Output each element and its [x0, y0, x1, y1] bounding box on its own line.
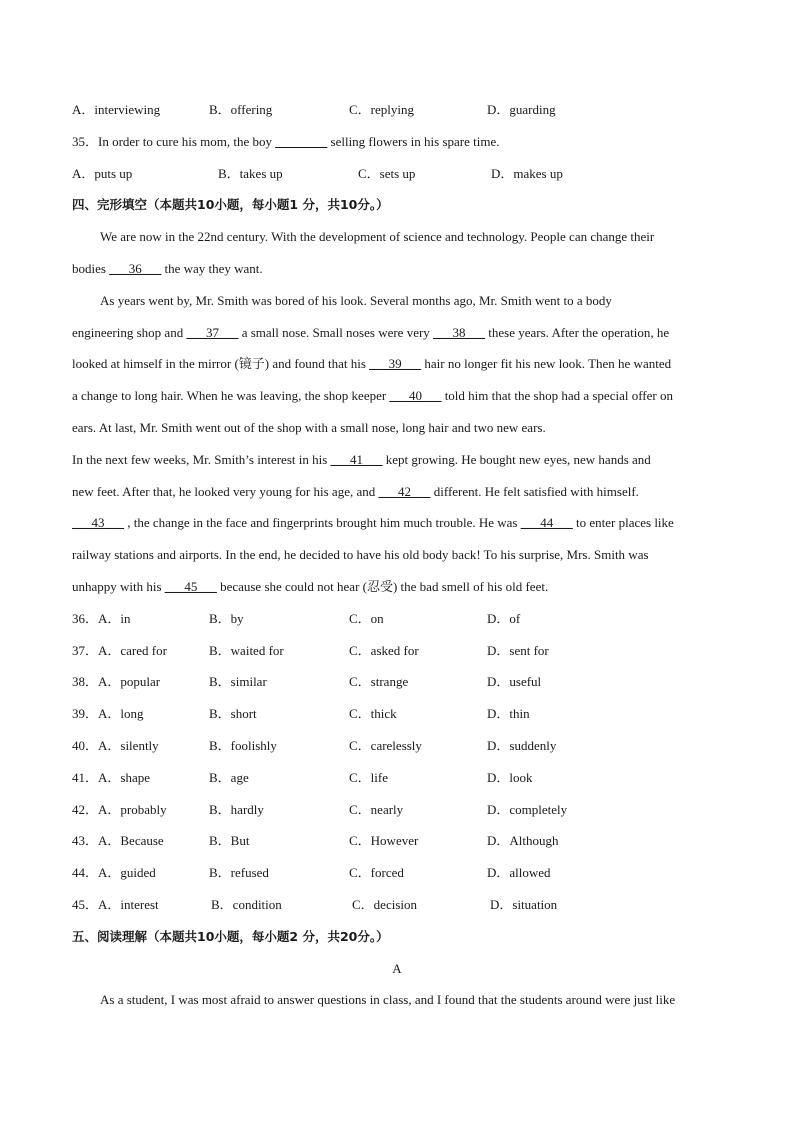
option-b: B．condition: [211, 896, 282, 912]
blank-45: ___45___: [164, 578, 217, 594]
option-d: D．look: [487, 769, 533, 785]
option-b: B．short: [209, 706, 257, 722]
blank-38: ___38___: [433, 324, 486, 340]
option-d: D．guarding: [487, 102, 556, 117]
option-b: B．foolishly: [209, 737, 277, 753]
passage-line: bodies ___36___ the way they want.: [72, 260, 263, 276]
option-a: 42．A．probably: [72, 801, 167, 817]
passage-line: As years went by, Mr. Smith was bored of his look. Several months ago, Mr. Smith went to a body: [100, 292, 612, 308]
option-b: B．similar: [209, 674, 267, 690]
passage-line: In the next few weeks, Mr. Smith’s interest in his ___41___ kept growing. He bought new eyes, new hands and: [72, 451, 651, 467]
option-b: B．But: [209, 833, 250, 849]
question-options: [72, 889, 722, 921]
option-b: B．age: [209, 769, 249, 785]
section-5-heading: 五、阅读理解（本题共10小题，每小题2 分，共20分。）: [72, 928, 389, 944]
passage-line: looked at himself in the mirror (镜子) and found that his ___39___ hair no longer fit his new look. Then he wanted: [72, 356, 672, 372]
option-d: D．useful: [487, 674, 542, 690]
blank-42: ___42___: [378, 483, 431, 499]
question-options: [72, 794, 722, 826]
option-a: A．interviewing: [72, 102, 161, 117]
option-c: C．on: [349, 610, 384, 626]
q35-options: [72, 158, 722, 190]
option-c: C．thick: [349, 706, 397, 722]
option-b: B．refused: [209, 865, 269, 881]
blank-36: ___36___: [109, 260, 162, 276]
q35-stem: 35．In order to cure his mom, the boy ________ selling flowers in his spare time.: [72, 133, 500, 149]
passage-line: engineering shop and ___37___ a small nose. Small noses were very ___38___ these years. After the operation, he: [72, 324, 670, 340]
blank-37: ___37___: [186, 324, 239, 340]
reading-a-first-line: As a student, I was most afraid to answer questions in class, and I found that the students around were just like: [100, 992, 676, 1008]
option-d: D．makes up: [491, 165, 563, 181]
option-a: 37．A．cared for: [72, 642, 167, 658]
question-options: [72, 666, 722, 698]
option-a: 41．A．shape: [72, 769, 150, 785]
question-options: [72, 603, 722, 635]
option-a: 36．A．in: [72, 610, 131, 626]
option-a: 39．A．long: [72, 706, 144, 722]
option-d: D．completely: [487, 801, 568, 817]
cloze-passage: [72, 221, 722, 603]
option-d: D．situation: [490, 896, 558, 912]
option-c: C．carelessly: [349, 737, 422, 753]
option-d: D．allowed: [487, 865, 551, 881]
option-a: A．puts up: [72, 165, 133, 181]
answer-blank: ________: [275, 133, 328, 149]
question-options: [72, 635, 722, 667]
passage-line: a change to long hair. When he was leaving, the shop keeper ___40___ told him that the shop had a special offer on: [72, 388, 673, 404]
blank-41: ___41___: [330, 451, 383, 467]
option-d: D．Although: [487, 833, 559, 849]
passage-line: new feet. After that, he looked very young for his age, and ___42___ different. He felt satisfied with himself.: [72, 483, 639, 499]
option-d: D．suddenly: [487, 737, 557, 753]
blank-39: ___39___: [369, 356, 422, 372]
option-b: B．by: [209, 610, 244, 626]
reading-a-label: A: [392, 960, 402, 976]
blank-40: ___40___: [389, 388, 442, 404]
passage-line: We are now in the 22nd century. With the development of science and technology. People can change their: [100, 229, 655, 245]
option-d: D．thin: [487, 706, 530, 722]
section-4-heading: 四、完形填空（本题共10小题，每小题1 分，共10分。）: [72, 197, 389, 213]
option-c: C．sets up: [358, 165, 416, 181]
cloze-options: [72, 603, 722, 921]
option-c: C．replying: [349, 102, 414, 117]
option-c: C．nearly: [349, 801, 404, 817]
option-c: C．decision: [352, 896, 417, 912]
option-b: B．offering: [209, 102, 273, 117]
passage-line: ___43___ , the change in the face and fingerprints brought him much trouble. He was ___44___ to enter places like: [72, 515, 674, 531]
option-a: 43．A．Because: [72, 833, 164, 849]
option-b: B．takes up: [218, 165, 283, 181]
option-a: 44．A．guided: [72, 865, 156, 881]
option-b: B．hardly: [209, 801, 264, 817]
option-a: 40．A．silently: [72, 737, 159, 753]
question-options: [72, 857, 722, 889]
option-d: D．sent for: [487, 642, 549, 658]
question-options: [72, 762, 722, 794]
question-options: [72, 698, 722, 730]
passage-line: railway stations and airports. In the end, he decided to have his old body back! To his surprise, Mrs. Smith was: [72, 547, 649, 563]
exam-page: [72, 94, 722, 1016]
blank-44: ___44___: [520, 515, 573, 531]
q34-options: [72, 94, 722, 126]
option-d: D．of: [487, 610, 521, 626]
option-a: 45．A．interest: [72, 896, 159, 912]
question-options: [72, 730, 722, 762]
option-c: C．However: [349, 833, 419, 849]
option-c: C．asked for: [349, 642, 419, 658]
passage-line: ears. At last, Mr. Smith went out of the shop with a small nose, long hair and two new ears.: [72, 419, 546, 435]
option-b: B．waited for: [209, 642, 284, 658]
passage-line: unhappy with his ___45___ because she could not hear (忍受) the bad smell of his old feet.: [72, 578, 549, 594]
option-a: 38．A．popular: [72, 674, 161, 690]
option-c: C．life: [349, 769, 388, 785]
option-c: C．forced: [349, 865, 404, 881]
option-c: C．strange: [349, 674, 409, 690]
blank-43: ___43___: [72, 515, 124, 531]
question-options: [72, 825, 722, 857]
